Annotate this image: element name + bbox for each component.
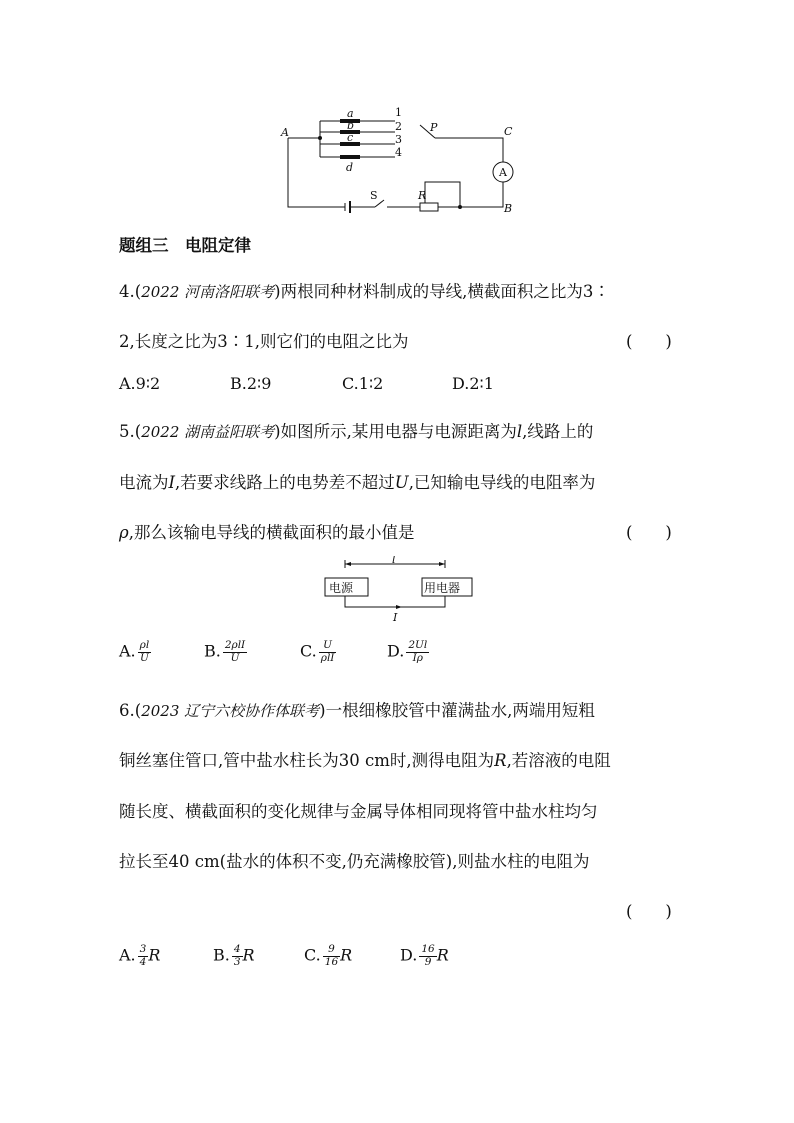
q6-option-b-prefix: B.: [213, 945, 230, 965]
q5-option-b-den: U: [230, 651, 240, 664]
q6-option-c-den: 16: [324, 955, 339, 968]
q5-option-b: [204, 640, 247, 664]
q6-line1: [119, 697, 595, 721]
q5-text1-end: ,线路上的: [522, 422, 594, 441]
label-d: d: [346, 161, 354, 174]
q5-var-rho: ρ: [119, 523, 129, 542]
label-R: R: [418, 189, 427, 202]
q5-line1: [119, 418, 593, 442]
q6-option-c-num: 9: [323, 944, 340, 957]
q6-option-b-den: 3: [233, 955, 241, 968]
q5-option-a-prefix: A.: [119, 641, 136, 661]
label-2: 2: [395, 120, 402, 133]
q5-answer-paren: ( ): [626, 523, 672, 542]
q5-option-b-prefix: B.: [204, 641, 221, 661]
q6-answer-paren: ( ): [626, 902, 672, 921]
q6-option-d-suffix: R: [436, 945, 449, 965]
label-S: S: [370, 189, 378, 202]
q6-option-d-den: 9: [424, 955, 432, 968]
q5-option-a-fraction: [138, 640, 152, 664]
q6-option-a: [119, 944, 160, 968]
q4-text1: )两根同种材料制成的导线,横截面积之比为3∶: [274, 282, 610, 301]
q5-option-c-fraction: [319, 640, 337, 664]
q6-option-b-num: 4: [233, 943, 241, 955]
q5-var-U: U: [394, 473, 409, 492]
q5-option-a: [119, 640, 151, 664]
label-a: a: [347, 107, 354, 120]
q4-number: 4.(: [119, 282, 142, 301]
label-B: B: [504, 202, 513, 215]
q5-text3: ,那么该输电导线的横截面积的最小值是: [128, 523, 415, 542]
q6-option-a-fraction: [138, 944, 149, 968]
circuit-diagram: [275, 100, 525, 215]
label-P: P: [430, 121, 438, 134]
q4-line1: [119, 278, 610, 302]
q6-option-a-num: 3: [139, 943, 147, 955]
q6-option-d: [400, 944, 449, 968]
q6-option-a-prefix: A.: [119, 945, 136, 965]
label-C: C: [504, 125, 513, 138]
q4-option-d: D.2∶1: [452, 374, 494, 393]
label-A: A: [281, 126, 289, 139]
q6-option-d-num: 16: [421, 943, 435, 955]
q6-option-d-fraction: [419, 944, 436, 968]
q6-option-b: [213, 944, 255, 968]
q5-option-d-prefix: D.: [387, 641, 405, 661]
q6-line3: 随长度、横截面积的变化规律与金属导体相同现将管中盐水柱均匀: [119, 802, 598, 821]
q5-option-a-num: ρl: [139, 639, 150, 651]
q5-text2a: 电流为: [119, 473, 169, 492]
q5-option-d-num: 2Ul: [408, 639, 428, 651]
q6-option-d-prefix: D.: [400, 945, 418, 965]
q6-option-c-prefix: C.: [304, 945, 321, 965]
q5-text2b: ,若要求线路上的电势差不超过: [175, 473, 395, 492]
q5-option-c-prefix: C.: [300, 641, 317, 661]
q5-option-b-fraction: [223, 640, 247, 664]
q4-answer-paren: ( ): [626, 332, 672, 351]
q5-source-label: 电源: [329, 581, 354, 595]
q5-I-label: I: [393, 611, 398, 624]
q5-l-label: l: [392, 556, 396, 566]
q6-option-b-suffix: R: [242, 945, 255, 965]
q4-option-c: C.1∶2: [342, 374, 384, 393]
ammeter-label: A: [499, 166, 507, 179]
q5-var-I: I: [168, 473, 176, 492]
q5-option-c-num: U: [319, 640, 337, 653]
q6-option-b-fraction: [232, 944, 243, 968]
q5-option-d-den: Iρ: [412, 651, 423, 664]
q5-line3: [119, 519, 414, 543]
q5-option-d-fraction: [406, 640, 429, 664]
q6-line4: 拉长至40 cm(盐水的体积不变,仍充满橡胶管),则盐水柱的电阻为: [119, 852, 590, 871]
label-1: 1: [395, 106, 402, 119]
label-b: b: [347, 119, 355, 132]
q5-source: 2022 湖南益阳联考: [141, 423, 275, 441]
q5-number: 5.(: [119, 422, 142, 441]
q6-option-c-suffix: R: [340, 945, 353, 965]
q6-text1: )一根细橡胶管中灌满盐水,两端用短粗: [319, 701, 595, 720]
q6-option-a-den: 4: [139, 955, 147, 968]
q5-var-l: l: [516, 422, 523, 441]
q5-diagram: [320, 556, 480, 624]
q5-text1: )如图所示,某用电器与电源距离为: [274, 422, 517, 441]
q6-line2: [119, 747, 611, 771]
q4-source: 2022 河南洛阳联考: [141, 283, 275, 301]
q6-option-a-suffix: R: [148, 945, 161, 965]
q5-option-d: [387, 640, 429, 664]
q4-option-b: B.2∶9: [230, 374, 272, 393]
q5-option-a-den: U: [139, 651, 149, 664]
q4-option-a: A.9∶2: [119, 374, 161, 393]
q5-option-c: [300, 640, 336, 664]
section-title: 题组三 电阻定律: [119, 236, 251, 255]
q6-var-R: R: [494, 751, 507, 770]
q5-device-label: 用电器: [424, 581, 461, 595]
q6-option-c-fraction: [323, 944, 340, 968]
q6-number: 6.(: [119, 701, 142, 720]
q5-line2: [119, 469, 595, 493]
q6-source: 2023 辽宁六校协作体联考: [141, 702, 320, 720]
q5-option-c-den: ρlI: [320, 651, 335, 664]
q5-option-b-num: 2ρlI: [224, 639, 246, 651]
label-4: 4: [395, 146, 402, 159]
q6-text2a: 铜丝塞住管口,管中盐水柱长为30 cm时,测得电阻为: [119, 751, 495, 770]
q6-text2b: ,若溶液的电阻: [506, 751, 611, 770]
q5-text2c: ,已知输电导线的电阻率为: [408, 473, 596, 492]
q4-line2: 2,长度之比为3∶1,则它们的电阻之比为: [119, 332, 409, 351]
q6-option-c: [304, 944, 352, 968]
label-c: c: [347, 131, 354, 144]
label-3: 3: [395, 133, 402, 146]
